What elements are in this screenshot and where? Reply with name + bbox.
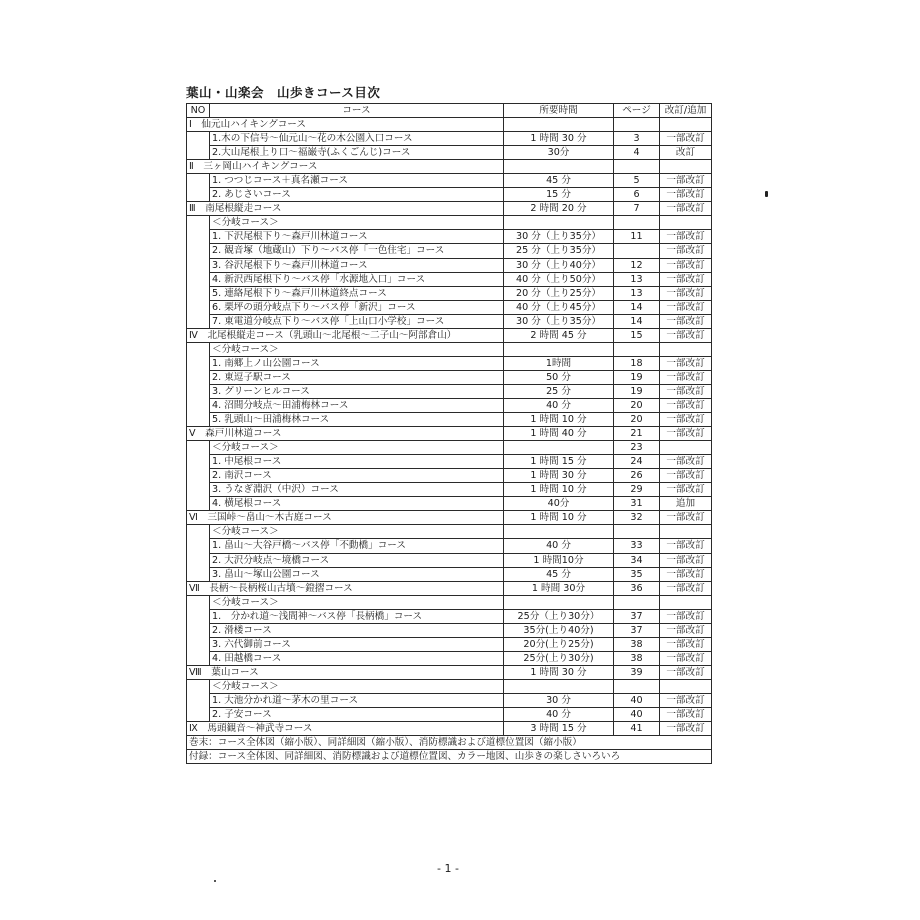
section-row [187,202,712,216]
table-row [187,258,712,272]
table-row [187,623,712,637]
page-ref: 19 [614,384,660,398]
revision-status: 一部改訂 [660,314,712,328]
revision-status: 一部改訂 [660,384,712,398]
revision-status: 一部改訂 [660,258,712,272]
page-ref: 40 [614,708,660,722]
course-name: 4. 田越橋コース [210,651,504,665]
duration: 25 分 [504,384,614,398]
course-name: 5. 連絡尾根下り～森戸川林道終点コース [210,286,504,300]
indent-cell [187,623,210,637]
duration: 20分(上り25分) [504,637,614,651]
duration: 40 分（上り45分） [504,300,614,314]
page-ref: 5 [614,174,660,188]
revision-status [660,595,712,609]
table-row [187,637,712,651]
table-row [187,286,712,300]
table-row [187,314,712,328]
course-name: 4. 横尾根コース [210,497,504,511]
indent-cell [187,469,210,483]
note-text-appendix: 巻末：コース全体図（縮小版）、同詳細図（縮小版）、消防標識および道標位置図（縮小版） [187,736,712,750]
revision-status: 一部改訂 [660,455,712,469]
revision-status [660,441,712,455]
page-ref: 21 [614,427,660,441]
duration: 25分（上り30分） [504,609,614,623]
indent-cell [187,342,210,356]
page-ref [614,595,660,609]
course-name: 2. 観音塚（地蔵山）下り～バス停「一色住宅」コース [210,244,504,258]
section-row [187,581,712,595]
table-row [187,539,712,553]
course-name: 2. 子安コース [210,708,504,722]
revision-status: 一部改訂 [660,623,712,637]
section-row [187,160,712,174]
page-ref: 14 [614,314,660,328]
table-row [187,244,712,258]
revision-status: 一部改訂 [660,651,712,665]
duration: 2 時間 20 分 [504,202,614,216]
course-name: 2.大山尾根上り口～福巌寺(ふくごんじ)コース [210,146,504,160]
section-title: Ⅱ 三ヶ岡山ハイキングコース [187,160,504,174]
course-name: 3. うなぎ淵沢（中沢）コース [210,483,504,497]
indent-cell [187,272,210,286]
table-row [187,679,712,693]
indent-cell [187,216,210,230]
indent-cell [187,679,210,693]
page-ref: 39 [614,665,660,679]
page-ref: 11 [614,230,660,244]
revision-status [660,342,712,356]
indent-cell [187,553,210,567]
page-ref: 12 [614,258,660,272]
table-row [187,567,712,581]
page-ref: 24 [614,455,660,469]
duration: 1時間 [504,356,614,370]
revision-status: 一部改訂 [660,427,712,441]
indent-cell [187,174,210,188]
scan-speck [214,880,216,882]
table-row [187,497,712,511]
course-name: 3. 谷沢尾根下り～森戸川林道コース [210,258,504,272]
course-name: ＜分岐コース＞ [210,441,504,455]
indent-cell [187,483,210,497]
page-ref: 14 [614,300,660,314]
revision-status: 一部改訂 [660,328,712,342]
course-name: 3. 畠山～塚山公園コース [210,567,504,581]
indent-cell [187,286,210,300]
course-name: 2. 南沢コース [210,469,504,483]
course-name: 1. 中尾根コース [210,455,504,469]
duration: 1 時間 10 分 [504,483,614,497]
duration: 40 分 [504,708,614,722]
indent-cell [187,651,210,665]
indent-cell [187,244,210,258]
indent-cell [187,314,210,328]
indent-cell [187,188,210,202]
course-name: 1. 畠山～大谷戸橋～バス停「不動橋」コース [210,539,504,553]
table-row [187,525,712,539]
table-row [187,384,712,398]
page-ref: 6 [614,188,660,202]
course-name: 3. グリーンヒルコース [210,384,504,398]
duration: 40 分 [504,539,614,553]
duration [504,595,614,609]
course-name: 1.木の下信号～仙元山～花の木公園入口コース [210,132,504,146]
table-row [187,413,712,427]
section-row [187,722,712,736]
page-ref: 40 [614,693,660,707]
revision-status: 一部改訂 [660,413,712,427]
duration: 20 分（上り25分） [504,286,614,300]
course-name: 6. 栗坪の頭分岐点下り～バス停「新沢」コース [210,300,504,314]
header-time: 所要時間 [504,104,614,118]
table-row [187,146,712,160]
table-row [187,553,712,567]
course-name: 2. あじさいコース [210,188,504,202]
page-ref: 31 [614,497,660,511]
page-ref: 34 [614,553,660,567]
revision-status: 一部改訂 [660,539,712,553]
course-name: ＜分岐コース＞ [210,595,504,609]
revision-status: 一部改訂 [660,286,712,300]
duration: 30 分 [504,693,614,707]
indent-cell [187,637,210,651]
page-ref: 29 [614,483,660,497]
revision-status: 一部改訂 [660,693,712,707]
table-row [187,300,712,314]
revision-status [660,118,712,132]
revision-status: 一部改訂 [660,553,712,567]
indent-cell [187,370,210,384]
revision-status: 一部改訂 [660,188,712,202]
duration [504,525,614,539]
table-row [187,455,712,469]
duration: 35分(上り40分) [504,623,614,637]
table-row [187,483,712,497]
table-row [187,708,712,722]
duration: 1 時間 10 分 [504,413,614,427]
page-ref: 4 [614,146,660,160]
table-row [187,441,712,455]
table-row [187,356,712,370]
course-name: ＜分岐コース＞ [210,679,504,693]
course-name: 1. 南郷上ノ山公園コース [210,356,504,370]
page-ref: 41 [614,722,660,736]
course-name: ＜分岐コース＞ [210,342,504,356]
revision-status: 一部改訂 [660,511,712,525]
revision-status: 一部改訂 [660,665,712,679]
duration [504,441,614,455]
section-row [187,511,712,525]
duration: 50 分 [504,370,614,384]
indent-cell [187,230,210,244]
revision-status: 一部改訂 [660,174,712,188]
section-title: Ⅴ 森戸川林道コース [187,427,504,441]
page-ref [614,160,660,174]
scan-speck [765,191,768,197]
duration: 40分 [504,497,614,511]
indent-cell [187,567,210,581]
page-ref: 20 [614,398,660,412]
revision-status: 一部改訂 [660,637,712,651]
section-title: Ⅳ 北尾根縦走コース（乳頭山～北尾根～二子山～阿部倉山） [187,328,504,342]
page-ref [614,679,660,693]
table-row [187,216,712,230]
duration [504,679,614,693]
page-ref [614,342,660,356]
page-ref: 3 [614,132,660,146]
revision-status: 一部改訂 [660,356,712,370]
revision-status: 一部改訂 [660,483,712,497]
indent-cell [187,132,210,146]
indent-cell [187,693,210,707]
duration: 1 時間 30 分 [504,132,614,146]
indent-cell [187,497,210,511]
duration: 3 時間 15 分 [504,722,614,736]
page-ref: 37 [614,623,660,637]
course-name: ＜分岐コース＞ [210,525,504,539]
indent-cell [187,539,210,553]
page-ref: 20 [614,413,660,427]
table-header-row [187,104,712,118]
table-row [187,609,712,623]
course-name: 5. 乳頭山～田浦梅林コース [210,413,504,427]
table-row [187,693,712,707]
course-name: ＜分岐コース＞ [210,216,504,230]
revision-status: 一部改訂 [660,230,712,244]
page-ref [614,244,660,258]
header-revision: 改訂/追加 [660,104,712,118]
duration: 1 時間 30分 [504,581,614,595]
duration: 1 時間10分 [504,553,614,567]
course-name: 1. 下沢尾根下り～森戸川林道コース [210,230,504,244]
indent-cell [187,455,210,469]
header-course: コース [210,104,504,118]
duration: 30 分（上り35分） [504,314,614,328]
duration: 1 時間 10 分 [504,511,614,525]
revision-status: 一部改訂 [660,609,712,623]
course-name: 2. 東逗子駅コース [210,370,504,384]
duration [504,160,614,174]
revision-status: 一部改訂 [660,300,712,314]
page-ref: 33 [614,539,660,553]
duration [504,118,614,132]
revision-status: 一部改訂 [660,708,712,722]
revision-status: 一部改訂 [660,132,712,146]
section-title: Ⅷ 葉山コース [187,665,504,679]
section-row [187,665,712,679]
note-text-supplement: 付録：コース全体図、同詳細図、消防標識および道標位置図、カラー地図、山歩きの楽しさいろいろ [187,750,712,764]
duration: 30分 [504,146,614,160]
course-name: 4. 沼間分岐点～田浦梅林コース [210,398,504,412]
revision-status: 一部改訂 [660,398,712,412]
duration: 25 分（上り35分） [504,244,614,258]
indent-cell [187,413,210,427]
indent-cell [187,146,210,160]
duration: 2 時間 45 分 [504,328,614,342]
revision-status [660,160,712,174]
revision-status [660,216,712,230]
duration: 25分(上り30分) [504,651,614,665]
duration: 1 時間 30 分 [504,469,614,483]
section-title: Ⅵ 三国峠～畠山～木古庭コース [187,511,504,525]
table-row [187,230,712,244]
table-row [187,174,712,188]
duration: 1 時間 15 分 [504,455,614,469]
duration: 15 分 [504,188,614,202]
revision-status [660,525,712,539]
table-row [187,595,712,609]
duration [504,342,614,356]
table-row [187,398,712,412]
document-title: 葉山・山楽会 山歩きコース目次 [186,85,381,100]
duration: 40 分 [504,398,614,412]
table-body [187,118,712,736]
revision-status: 一部改訂 [660,272,712,286]
revision-status: 一部改訂 [660,581,712,595]
indent-cell [187,595,210,609]
course-name: 7. 東電道分岐点下り～バス停「上山口小学校」コース [210,314,504,328]
table-row [187,370,712,384]
duration: 45 分 [504,567,614,581]
page-ref: 38 [614,651,660,665]
page-ref: 36 [614,581,660,595]
page-ref: 37 [614,609,660,623]
course-name: 1. 大池分かれ道～茅木の里コース [210,693,504,707]
course-name: 2. 滑楼コース [210,623,504,637]
table-row [187,342,712,356]
revision-status: 一部改訂 [660,202,712,216]
page-ref: 35 [614,567,660,581]
page-ref: 23 [614,441,660,455]
indent-cell [187,441,210,455]
page-ref: 7 [614,202,660,216]
page-ref: 15 [614,328,660,342]
course-name: 3. 六代御前コース [210,637,504,651]
course-table [186,103,712,764]
section-row [187,427,712,441]
indent-cell [187,398,210,412]
header-page: ページ [614,104,660,118]
revision-status [660,679,712,693]
page-ref: 26 [614,469,660,483]
duration: 40 分（上り50分） [504,272,614,286]
page-ref: 18 [614,356,660,370]
indent-cell [187,384,210,398]
page-ref [614,525,660,539]
duration: 30 分（上り35分） [504,230,614,244]
section-title: Ⅶ 長柄～長柄桜山古墳～鐙摺コース [187,581,504,595]
page-ref [614,118,660,132]
note-row [187,736,712,750]
duration: 45 分 [504,174,614,188]
page-ref: 38 [614,637,660,651]
header-no: NO [187,104,210,118]
indent-cell [187,258,210,272]
table-row [187,132,712,146]
revision-status: 一部改訂 [660,370,712,384]
duration: 30 分（上り40分） [504,258,614,272]
revision-status: 一部改訂 [660,722,712,736]
section-title: Ⅰ 仙元山ハイキングコース [187,118,504,132]
page-ref [614,216,660,230]
page-ref: 13 [614,272,660,286]
course-name: 1. 分かれ道～浅間神～バス停「長柄橋」コース [210,609,504,623]
table-row [187,188,712,202]
section-row [187,328,712,342]
course-name: 1. つつじコース＋真名瀬コース [210,174,504,188]
course-name: 2. 大沢分岐点～境橋コース [210,553,504,567]
page-ref: 13 [614,286,660,300]
revision-status: 一部改訂 [660,244,712,258]
revision-status: 追加 [660,497,712,511]
indent-cell [187,300,210,314]
note-row [187,750,712,764]
indent-cell [187,609,210,623]
page-number: - 1 - [437,862,459,875]
section-title: Ⅲ 南尾根縦走コース [187,202,504,216]
section-row [187,118,712,132]
table-row [187,272,712,286]
indent-cell [187,708,210,722]
indent-cell [187,356,210,370]
revision-status: 一部改訂 [660,567,712,581]
table-row [187,651,712,665]
revision-status: 一部改訂 [660,469,712,483]
duration [504,216,614,230]
indent-cell [187,525,210,539]
page-ref: 32 [614,511,660,525]
revision-status: 改訂 [660,146,712,160]
duration: 1 時間 40 分 [504,427,614,441]
section-title: Ⅸ 馬頭観音～神武寺コース [187,722,504,736]
duration: 1 時間 30 分 [504,665,614,679]
table-row [187,469,712,483]
course-name: 4. 新沢西尾根下り～バス停「水源地入口」コース [210,272,504,286]
page-ref: 19 [614,370,660,384]
